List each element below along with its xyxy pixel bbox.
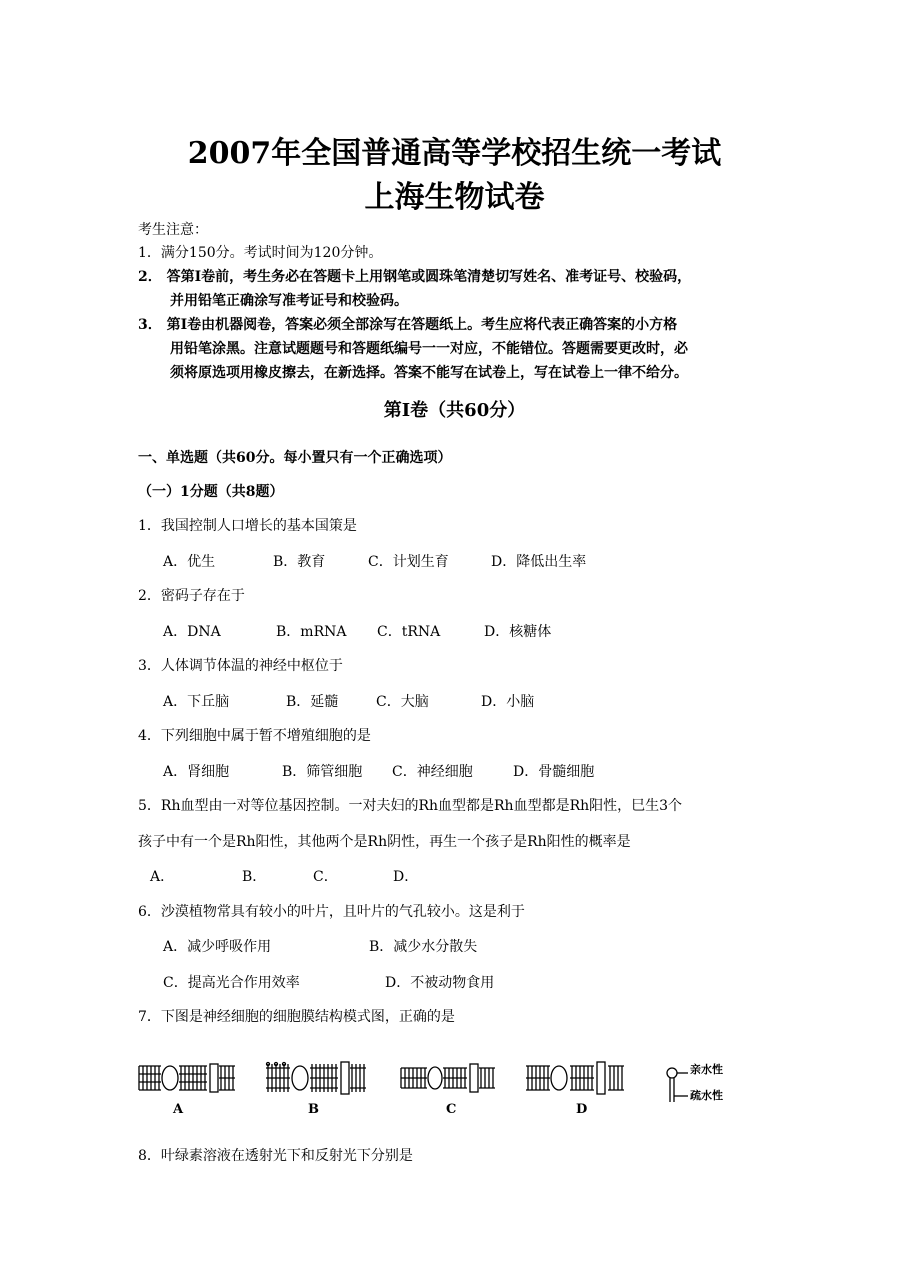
notice-heading: 考生注意： (138, 222, 208, 238)
question-5-stem-line2: 孩子中有一个是Rh阳性，其他两个是Rh阴性，再生一个孩子是Rh阳性的概率是 (138, 834, 631, 850)
question-2-option-b: B．mRNA (276, 624, 347, 640)
question-4-option-d: D．骨髓细胞 (513, 764, 595, 780)
question-8-stem: 8．叶绿素溶液在透射光下和反射光下分别是 (138, 1148, 413, 1164)
membrane-diagram-d (524, 1060, 628, 1096)
question-3-stem: 3．人体调节体温的神经中枢位于 (138, 658, 343, 674)
question-5-stem-line1: 5．Rh血型由一对等位基因控制。一对夫妇的Rh血型都是Rh血型都是Rh阳性，巳生3个 (138, 798, 683, 814)
diagram-label-c: C (446, 1102, 457, 1117)
notice-item-3-cont-2: 须将原选项用橡皮擦去，在新选择。答案不能写在试卷上，写在试卷上一律不给分。 (170, 365, 688, 381)
diagram-label-d: D (576, 1102, 588, 1117)
question-4-option-a: A．肾细胞 (163, 764, 230, 780)
question-6-stem: 6．沙漠植物常具有较小的叶片，且叶片的气孔较小。这是利于 (138, 904, 525, 920)
volume-title: 第Ⅰ卷（共60分） (383, 400, 526, 421)
question-2-stem: 2．密码子存在于 (138, 588, 245, 604)
question-3-option-a: A．下丘脑 (163, 694, 230, 710)
question-5-option-a: A． (150, 869, 175, 885)
membrane-diagram-c (399, 1060, 497, 1096)
question-6-option-b: B．减少水分散失 (369, 939, 478, 955)
question-3-option-d: D．小脑 (481, 694, 535, 710)
section-title: 一、单选题（共60分。每小置只有一个正确选项） (138, 450, 452, 466)
legend-hydrophilic: 亲水性 (690, 1063, 723, 1076)
question-6-option-a: A．减少呼吸作用 (163, 939, 272, 955)
question-6-option-d: D．不被动物食用 (385, 975, 495, 991)
diagram-label-b: B (308, 1102, 319, 1117)
question-4-option-c: C．神经细胞 (392, 764, 473, 780)
question-1-option-c: C．计划生育 (368, 554, 449, 570)
exam-title-line2: 上海生物试卷 (364, 180, 545, 215)
question-4-option-b: B．筛管细胞 (282, 764, 363, 780)
question-5-option-c: C． (313, 869, 338, 885)
question-6-option-c: C．提高光合作用效率 (163, 975, 300, 991)
notice-item-3-cont-1: 用铅笔涂黑。注意试题题号和答题纸编号一一对应，不能错位。答题需要更改时，必 (170, 341, 688, 357)
notice-item-2: 2． 答第Ⅰ卷前，考生务必在答题卡上用钢笔或圆珠笔清楚切写姓名、准考证号、校验码， (138, 269, 692, 285)
subsection-title: （一）1分题（共8题） (138, 484, 284, 500)
phospholipid-legend-icon (664, 1064, 690, 1104)
notice-item-1: 1．满分150分。考试时间为120分钟。 (138, 245, 383, 261)
membrane-diagram-a (137, 1060, 237, 1096)
question-1-stem: 1．我国控制人口增长的基本国策是 (138, 518, 357, 534)
question-3-option-c: C．大脑 (376, 694, 429, 710)
membrane-diagram-b (264, 1060, 368, 1096)
exam-title-line1: 2007年全国普通高等学校招生统一考试 (187, 136, 722, 171)
question-7-stem: 7．下图是神经细胞的细胞膜结构模式图，正确的是 (138, 1009, 455, 1025)
question-2-option-d: D．核糖体 (484, 624, 552, 640)
question-2-option-a: A．DNA (163, 624, 221, 640)
notice-item-2-cont: 并用铅笔正确涂写准考证号和校验码。 (170, 293, 408, 309)
question-3-option-b: B．延髓 (286, 694, 339, 710)
question-1-option-a: A．优生 (163, 554, 216, 570)
question-2-option-c: C．tRNA (377, 624, 441, 640)
notice-item-3: 3． 第Ⅰ卷由机器阅卷，答案必须全部涂写在答题纸上。考生应将代表正确答案的小方格 (138, 317, 678, 333)
legend-hydrophobic: 疏水性 (690, 1089, 723, 1102)
question-1-option-b: B．教育 (273, 554, 326, 570)
question-5-option-b: B． (242, 869, 267, 885)
question-1-option-d: D．降低出生率 (491, 554, 587, 570)
question-5-option-d: D． (393, 869, 419, 885)
question-4-stem: 4．下列细胞中属于暂不增殖细胞的是 (138, 728, 371, 744)
diagram-label-a: A (173, 1102, 184, 1117)
